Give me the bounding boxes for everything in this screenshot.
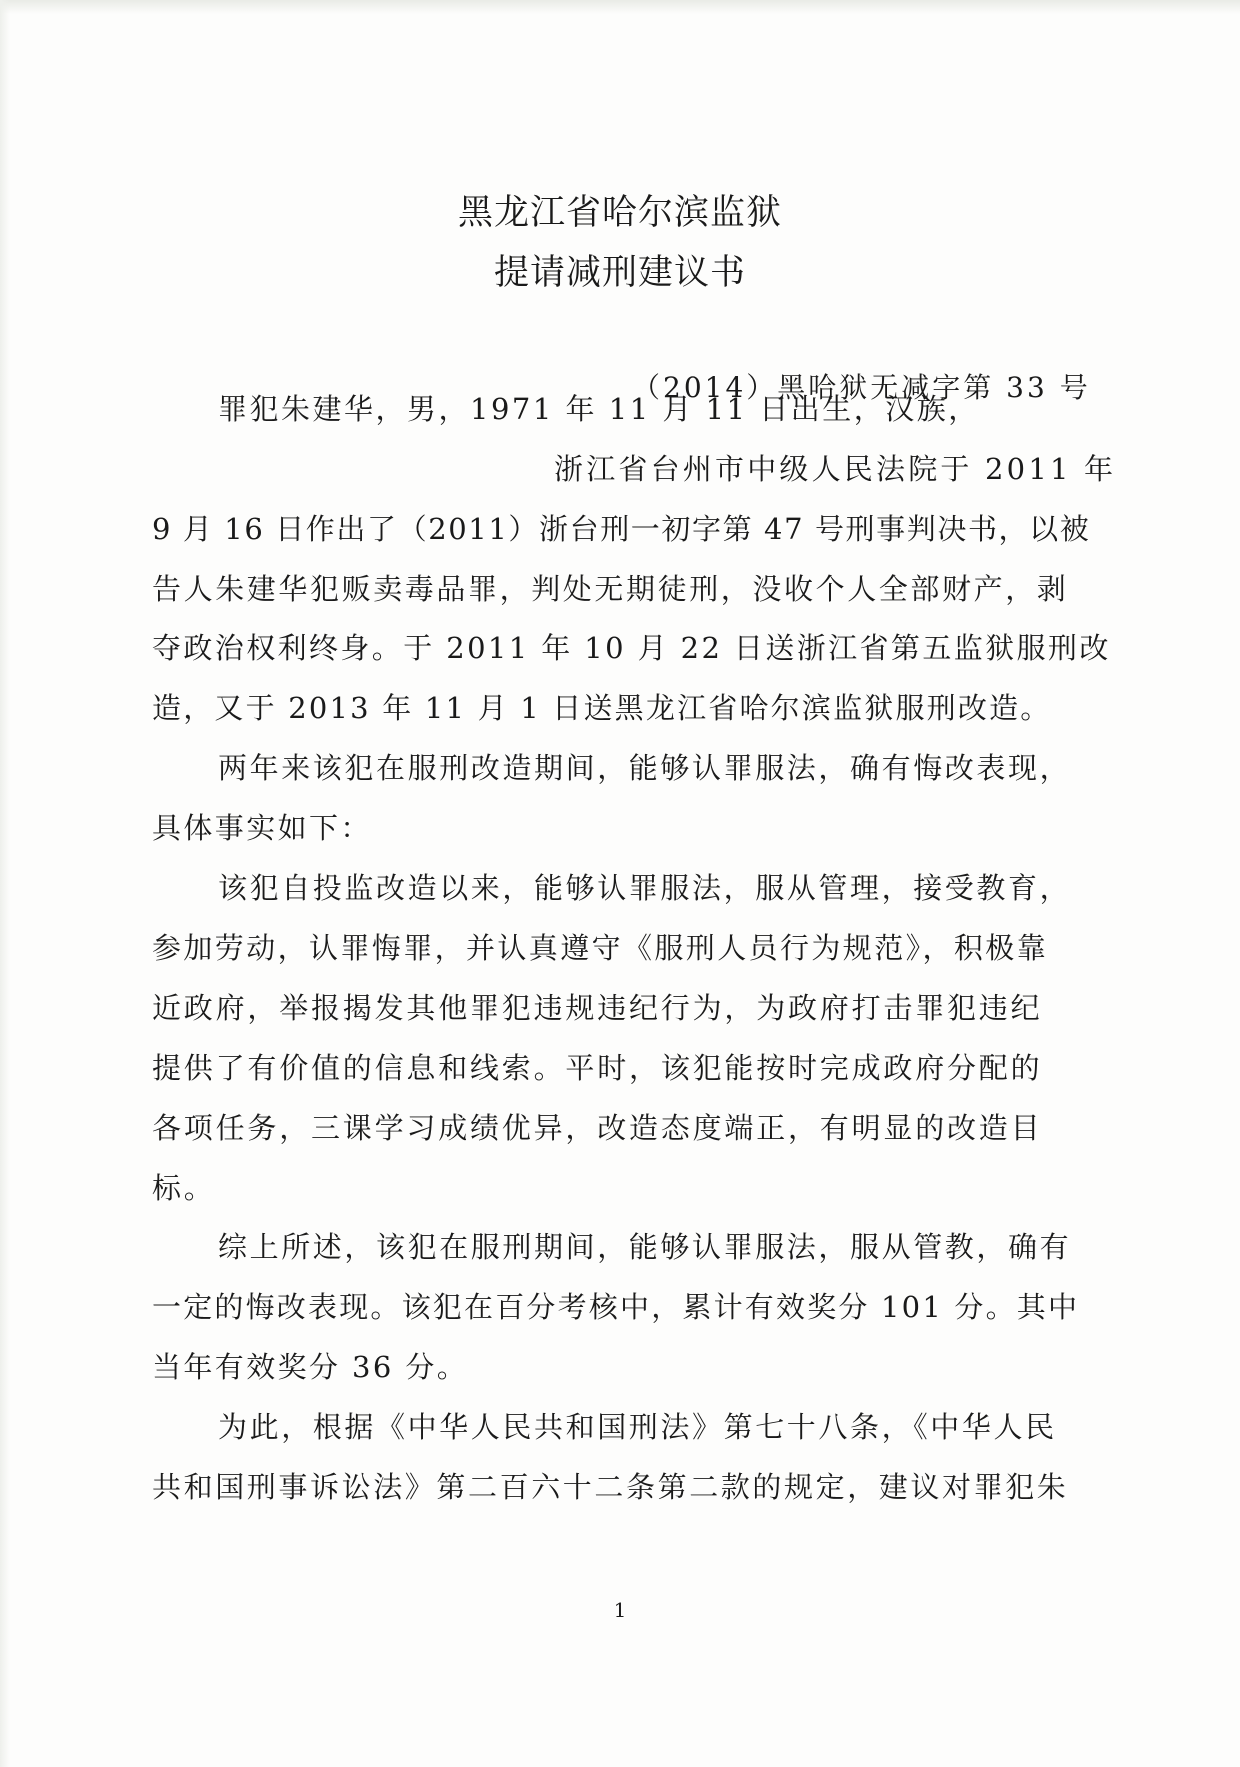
body-line-7: 两年来该犯在服刑改造期间，能够认罪服法，确有悔改表现， (218, 751, 1072, 785)
document-title-line2: 提请减刑建议书 (493, 253, 746, 293)
body-line-13: 各项任务，三课学习成绩优异，改造态度端正，有明显的改造目 (152, 1111, 1043, 1145)
body-line-3: 9 月 16 日作出了（2011）浙台刑一初字第 47 号刑事判决书，以被 (152, 512, 1091, 546)
body-line-16: 一定的悔改表现。该犯在百分考核中，累计有效奖分 101 分。其中 (152, 1290, 1080, 1324)
document-number: （2014）黑哈狱无减字第 33 号 (632, 371, 1091, 404)
body-line-14: 标。 (152, 1171, 216, 1205)
body-line-6: 造，又于 2013 年 11 月 1 日送黑龙江省哈尔滨监狱服刑改造。 (152, 691, 1052, 725)
body-line-4: 告人朱建华犯贩卖毒品罪，判处无期徒刑，没收个人全部财产，剥 (152, 572, 1069, 606)
body-line-1: 罪犯朱建华，男，1971 年 11 月 11 日出生，汉族， (218, 392, 980, 426)
scan-shadow-top (0, 0, 1240, 14)
body-line-5: 夺政治权利终身。于 2011 年 10 月 22 日送浙江省第五监狱服刑改 (152, 631, 1111, 665)
page-number: 1 (613, 1598, 627, 1622)
document-title-line1: 黑龙江省哈尔滨监狱 (457, 193, 782, 233)
body-line-19: 共和国刑事诉讼法》第二百六十二条第二款的规定，建议对罪犯朱 (152, 1470, 1069, 1504)
body-line-2: 浙江省台州市中级人民法院于 2011 年 (554, 452, 1117, 486)
body-line-9: 该犯自投监改造以来，能够认罪服法，服从管理，接受教育， (218, 871, 1072, 905)
body-line-18: 为此，根据《中华人民共和国刑法》第七十八条，《中华人民 (218, 1410, 1057, 1444)
body-line-15: 综上所述，该犯在服刑期间，能够认罪服法，服从管教，确有 (218, 1230, 1072, 1264)
body-line-8: 具体事实如下： (152, 811, 372, 845)
body-line-10: 参加劳动，认罪悔罪，并认真遵守《服刑人员行为规范》，积极靠 (152, 931, 1049, 965)
body-line-17: 当年有效奖分 36 分。 (152, 1350, 469, 1384)
body-line-12: 提供了有价值的信息和线索。平时，该犯能按时完成政府分配的 (152, 1051, 1043, 1085)
body-line-11: 近政府，举报揭发其他罪犯违规违纪行为，为政府打击罪犯违纪 (152, 991, 1043, 1025)
